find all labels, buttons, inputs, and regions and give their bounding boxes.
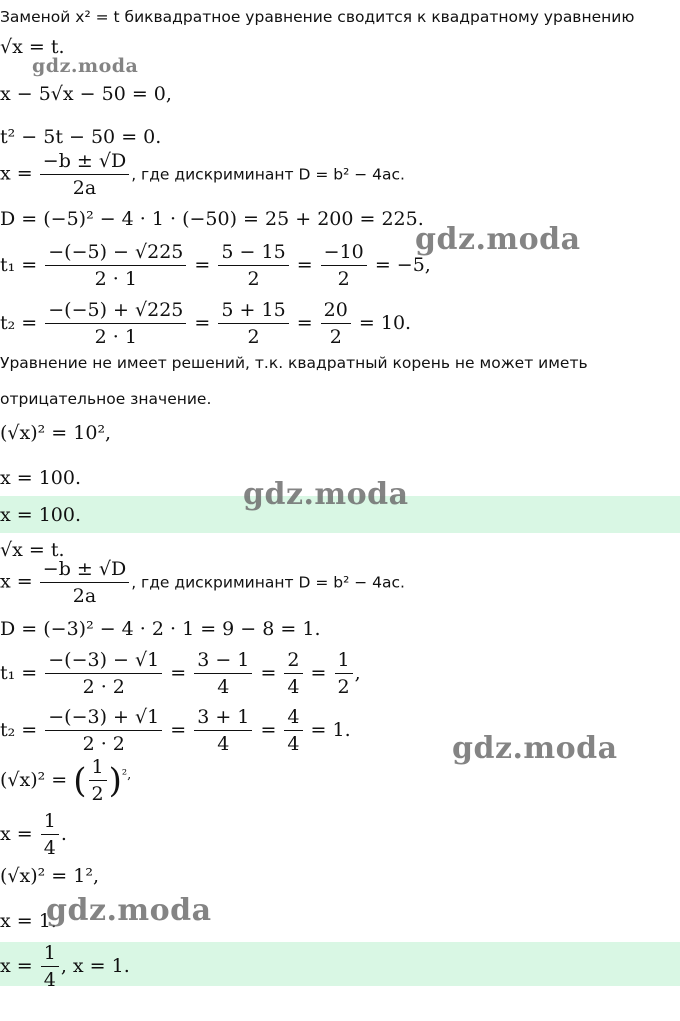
equation-t: t² − 5t − 50 = 0. <box>0 126 162 148</box>
root-t1-line-2: t₁ = $\frac{-(-3) - √1}{2 \cdot 2}$ = $\frac{3 - 1}{4}$ = $\frac{2}{4}$ = $\frac{1}{2}$ , <box>0 649 361 698</box>
result-line-2a: x = $\frac{1}{4}$ . <box>0 810 67 859</box>
watermark-logo: gdz.moda <box>46 893 212 928</box>
answer-1: x = 100. <box>0 504 82 526</box>
answer-2: x = $\frac{1}{4}$ , x = 1. <box>0 942 130 991</box>
root-t2-line-2: t₂ = $\frac{-(-3) + √1}{2 \cdot 2}$ = $\frac{3 + 1}{4}$ = $\frac{4}{4}$ = 1. <box>0 706 351 755</box>
formula-line-2: x = $\frac{-b \pm √D}{2a}$ , где дискриминант D = b² − 4ac. <box>0 558 405 607</box>
root-t2-line: t₂ = $\frac{-(-5) + √225}{2 \cdot 1}$ = $\frac{5 + 15}{2}$ = $\frac{20}{2}$ = 10. <box>0 299 412 348</box>
watermark-logo: gdz.moda <box>415 222 581 257</box>
watermark-logo: gdz.moda <box>243 477 409 512</box>
discriminant-line-2: D = (−3)² − 4 · 2 · 1 = 9 − 8 = 1. <box>0 618 321 640</box>
intro-text: Заменой x² = t биквадратное уравнение сводится к квадратному уравнению <box>0 8 635 26</box>
equation-x: x − 5√x − 50 = 0, <box>0 83 172 105</box>
discriminant-line: D = (−5)² − 4 · 1 · (−50) = 25 + 200 = 225. <box>0 208 424 230</box>
result-line: x = 100. <box>0 467 82 489</box>
substitution-line: √x = t. <box>0 36 65 58</box>
square-line-2b: (√x)² = 1², <box>0 865 100 887</box>
watermark-logo: gdz.moda <box>452 731 618 766</box>
square-line-2a: (√x)² = ( $\frac{1}{2}$ )$^{^2,}$ <box>0 756 132 805</box>
square-line: (√x)² = 10², <box>0 422 112 444</box>
substitution-line-2: √x = t. <box>0 539 65 561</box>
result-line-2b: x = 1. <box>0 910 57 932</box>
formula-line: x = $\frac{-b \pm √D}{2a}$ , где дискриминант D = b² − 4ac. <box>0 150 405 199</box>
no-solution-text-1: Уравнение не имеет решений, т.к. квадратный корень не может иметь <box>0 354 588 372</box>
no-solution-text-2: отрицательное значение. <box>0 390 212 408</box>
formula-fraction: $\frac{-b \pm √D}{2a}$ <box>40 152 129 198</box>
root-t1-line: t₁ = $\frac{-(-5) - √225}{2 \cdot 1}$ = $\frac{5 - 15}{2}$ = $\frac{-10}{2}$ = −5, <box>0 241 431 290</box>
watermark-logo: gdz.moda <box>32 55 139 77</box>
